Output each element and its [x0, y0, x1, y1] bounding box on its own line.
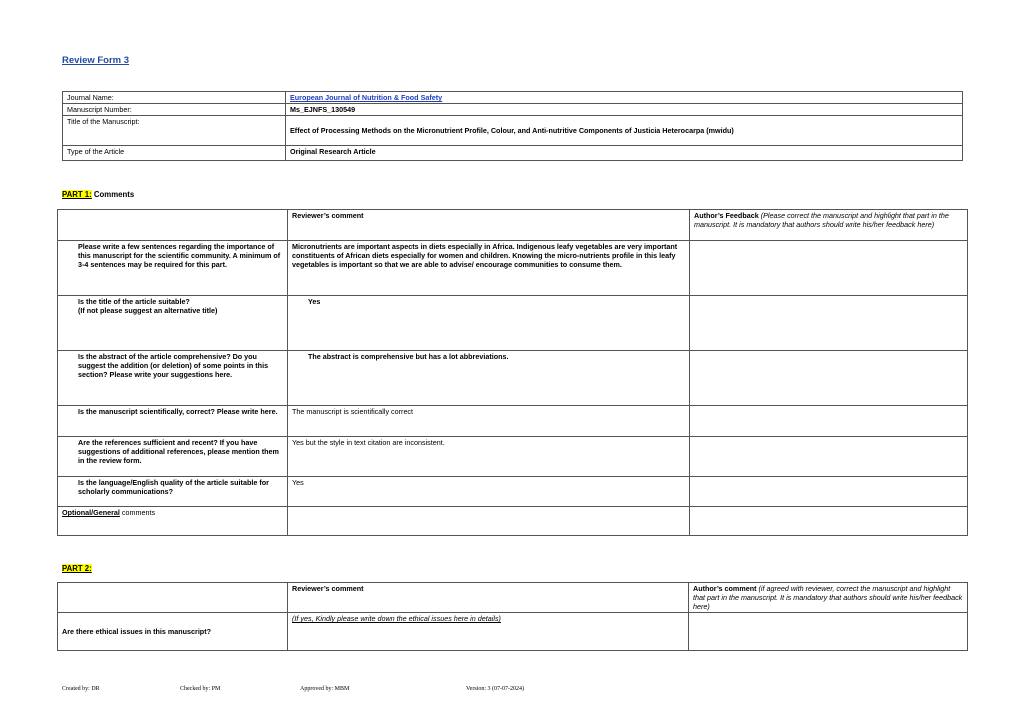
question-importance: Please write a few sentences regarding the importance of this manuscript for the scientific community. A minimum of 3-4 sentences may be required for this part.: [58, 241, 288, 296]
author-feedback-cell[interactable]: [690, 477, 968, 507]
question-scientific: Is the manuscript scientifically, correct? Please write here.: [58, 406, 288, 437]
footer-created: Created by: DR: [62, 686, 100, 692]
part1-title: [62, 190, 134, 199]
article-type-value: Original Research Article: [286, 146, 963, 161]
part1-reviewer-header: Reviewer’s comment: [288, 210, 690, 241]
footer-version: Version: 3 (07-07-2024): [466, 686, 524, 692]
article-type-label: Type of the Article: [63, 146, 286, 161]
journal-name-link[interactable]: European Journal of Nutrition & Food Safety: [290, 93, 443, 102]
question-abstract: Is the abstract of the article comprehensive? Do you suggest the addition (or deletion) of some points in this section? Please write your suggestions here.: [58, 351, 288, 406]
optional-general-label: Optional/General comments: [58, 507, 288, 536]
form-title: Review Form 3: [62, 55, 130, 66]
author-feedback-cell[interactable]: [690, 296, 968, 351]
journal-name-label: Journal Name:: [63, 92, 286, 104]
author-feedback-cell[interactable]: [690, 406, 968, 437]
part2-title: [62, 564, 92, 573]
part2-ethics-table: [57, 582, 968, 651]
part2-author-header: Author’s comment (if agreed with reviewer, correct the manuscript and highlight that part in the manuscript. It is mandatory that authors should write his/her feedback here): [689, 583, 968, 613]
part1-label-rest: Comments: [91, 190, 135, 199]
part2-label-highlight: PART 2:: [62, 564, 92, 573]
question-language: Is the language/English quality of the article suitable for scholarly communications?: [58, 477, 288, 507]
author-feedback-cell[interactable]: [690, 241, 968, 296]
comment-ethical: (If yes, Kindly please write down the ethical issues here in details): [288, 613, 689, 651]
comment-references: Yes but the style in text citation are inconsistent.: [288, 437, 690, 477]
footer-checked: Checked by: PM: [180, 686, 221, 692]
comment-scientific: The manuscript is scientifically correct: [288, 406, 690, 437]
question-ethical: Are there ethical issues in this manuscript?: [58, 613, 288, 651]
footer-approved: Approved by: MBM: [300, 686, 350, 692]
part2-reviewer-header: Reviewer’s comment: [288, 583, 689, 613]
author-comment-cell[interactable]: [689, 613, 968, 651]
part1-author-header: Author’s Feedback (Please correct the manuscript and highlight that part in the manuscript. It is mandatory that authors should write his/her feedback here): [690, 210, 968, 241]
author-feedback-cell[interactable]: [690, 351, 968, 406]
question-references: Are the references sufficient and recent? If you have suggestions of additional references, please mention them in the review form.: [58, 437, 288, 477]
part1-label-highlight: PART 1:: [62, 190, 92, 199]
comment-importance: Micronutrients are important aspects in diets especially in Africa. Indigenous leafy vegetables are very important constituents of African diets especially for women and children. Knowing the micro-nutrients profile in this leafy vegetables is important so that we are able to advise/ encourage communities to consume them.: [288, 241, 690, 296]
manuscript-title-label: Title of the Manuscript:: [63, 116, 286, 146]
author-feedback-cell[interactable]: [690, 437, 968, 477]
author-feedback-cell[interactable]: [690, 507, 968, 536]
manuscript-number-label: Manuscript Number:: [63, 104, 286, 116]
comment-title-suitable: Yes: [288, 296, 690, 351]
part1-comments-table: [57, 209, 968, 536]
question-title-suitable: Is the title of the article suitable? (If not please suggest an alternative title): [58, 296, 288, 351]
comment-abstract: The abstract is comprehensive but has a lot abbreviations.: [288, 351, 690, 406]
comment-language: Yes: [288, 477, 690, 507]
optional-comment-cell[interactable]: [288, 507, 690, 536]
journal-info-table: [62, 91, 963, 161]
manuscript-title-value: Effect of Processing Methods on the Micronutrient Profile, Colour, and Anti-nutritive Components of Justicia Heterocarpa (mwidu): [286, 116, 963, 146]
manuscript-number-value: Ms_EJNFS_130549: [286, 104, 963, 116]
